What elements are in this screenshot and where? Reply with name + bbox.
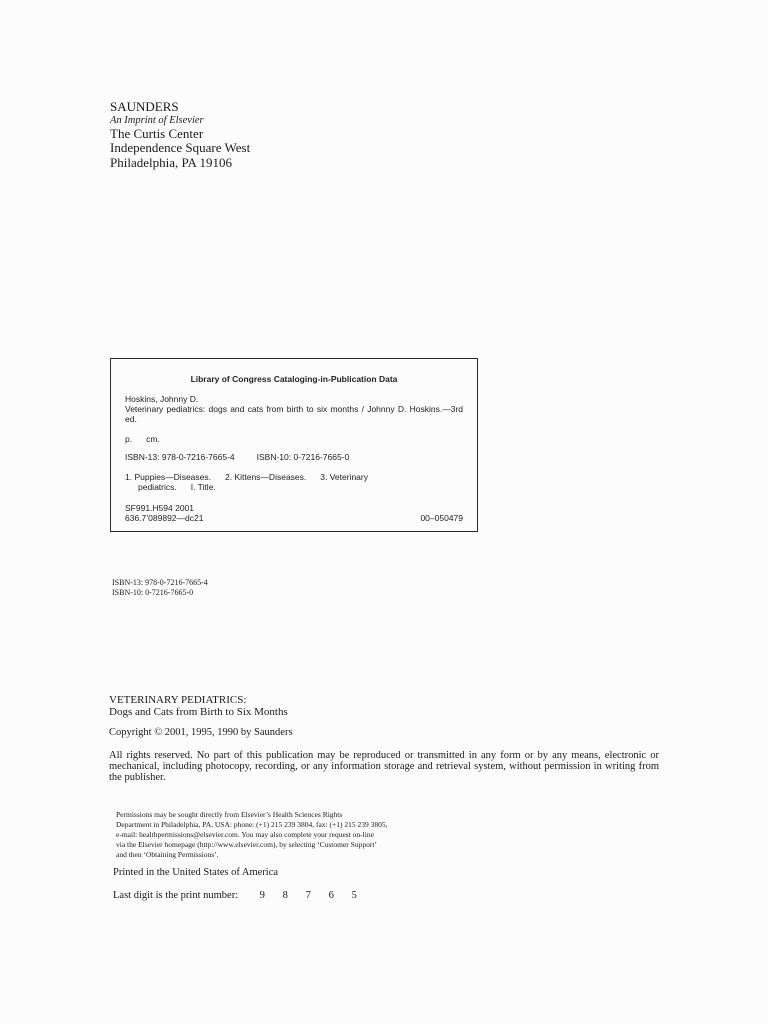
cip-p: p.	[125, 434, 133, 444]
print-digit: 9	[259, 890, 265, 901]
publisher-address-line-1: The Curtis Center	[110, 125, 204, 141]
permissions-line-5: and then ‘Obtaining Permissions’.	[116, 850, 219, 859]
cip-physical	[125, 434, 463, 444]
print-digit: 7	[305, 890, 311, 901]
publisher-name: SAUNDERS	[110, 99, 179, 114]
cip-subject-1: 1. Puppies—Diseases.	[125, 472, 211, 482]
cip-author: Hoskins, Johnny D.	[125, 394, 199, 404]
permissions-line-4: via the Elsevier homepage (http://www.elsevier.com), by selecting ‘Customer Support’	[116, 840, 377, 849]
permissions-block	[116, 810, 388, 860]
print-digit: 6	[328, 890, 334, 901]
print-digit: 5	[351, 890, 357, 901]
cip-isbn10: ISBN-10: 0-7216-7665-0	[256, 452, 350, 462]
cip-description: Veterinary pediatrics: dogs and cats from birth to six months / Johnny D. Hoskins.—3rd ed.	[125, 404, 463, 424]
cip-call-number: SF991.H594 2001	[125, 503, 194, 513]
book-subtitle: Dogs and Cats from Birth to Six Months	[109, 706, 288, 718]
cip-isbn-line	[125, 452, 463, 462]
cip-cm: cm.	[146, 434, 160, 444]
print-digit: 8	[282, 890, 288, 901]
book-title: VETERINARY PEDIATRICS:	[109, 694, 247, 706]
cip-subject-2: 2. Kittens—Diseases.	[225, 472, 307, 482]
isbn-block	[112, 578, 208, 598]
print-number-line	[113, 890, 366, 901]
publisher-address-line-2: Independence Square West	[110, 140, 251, 155]
cip-subject-cont-2: I. Title.	[190, 482, 216, 492]
copyright-line: Copyright © 2001, 1995, 1990 by Saunders	[109, 727, 293, 738]
permissions-line-3: e-mail: healthpermissions@elsevier.com. You may also complete your request on-line	[116, 830, 374, 839]
permissions-line-1: Permissions may be sought directly from Elsevier’s Health Sciences Rights	[116, 810, 343, 819]
cip-subjects-cont	[125, 482, 463, 492]
cip-data-box	[110, 358, 478, 532]
print-number-digits	[251, 890, 366, 901]
cip-subject-cont-1: pediatrics.	[138, 482, 177, 492]
book-title-block	[109, 694, 288, 718]
cip-subjects	[125, 472, 463, 482]
printed-in-line: Printed in the United States of America	[113, 867, 279, 878]
isbn13: ISBN-13: 978-0-7216-7665-4	[112, 578, 208, 587]
cip-subject-3: 3. Veterinary	[320, 472, 368, 482]
isbn10: ISBN-10: 0-7216-7665-0	[112, 588, 194, 597]
publisher-block	[110, 100, 250, 170]
publisher-address-line-3: Philadelphia, PA 19106	[110, 154, 232, 170]
cip-isbn13: ISBN-13: 978-0-7216-7665-4	[125, 452, 235, 462]
cip-dewey: 636.7’089892—dc21	[125, 513, 204, 523]
permissions-line-2: Department in Philadelphia, PA, USA: phone: (+1) 215 239 3804, fax: (+1) 215 239 3805,	[116, 820, 388, 829]
print-number-label: Last digit is the print number:	[113, 890, 239, 901]
publisher-imprint: An Imprint of Elsevier	[110, 114, 204, 126]
cip-title: Library of Congress Cataloging-in-Publication Data	[190, 374, 398, 384]
rights-statement: All rights reserved. No part of this publication may be reproduced or transmitted in any form or by any means, electronic or mechanical, including photocopy, recording, or any information storage and retrieval system, without permission in writing from the publisher.	[109, 750, 659, 783]
cip-lccn: 00–050479	[420, 513, 463, 523]
